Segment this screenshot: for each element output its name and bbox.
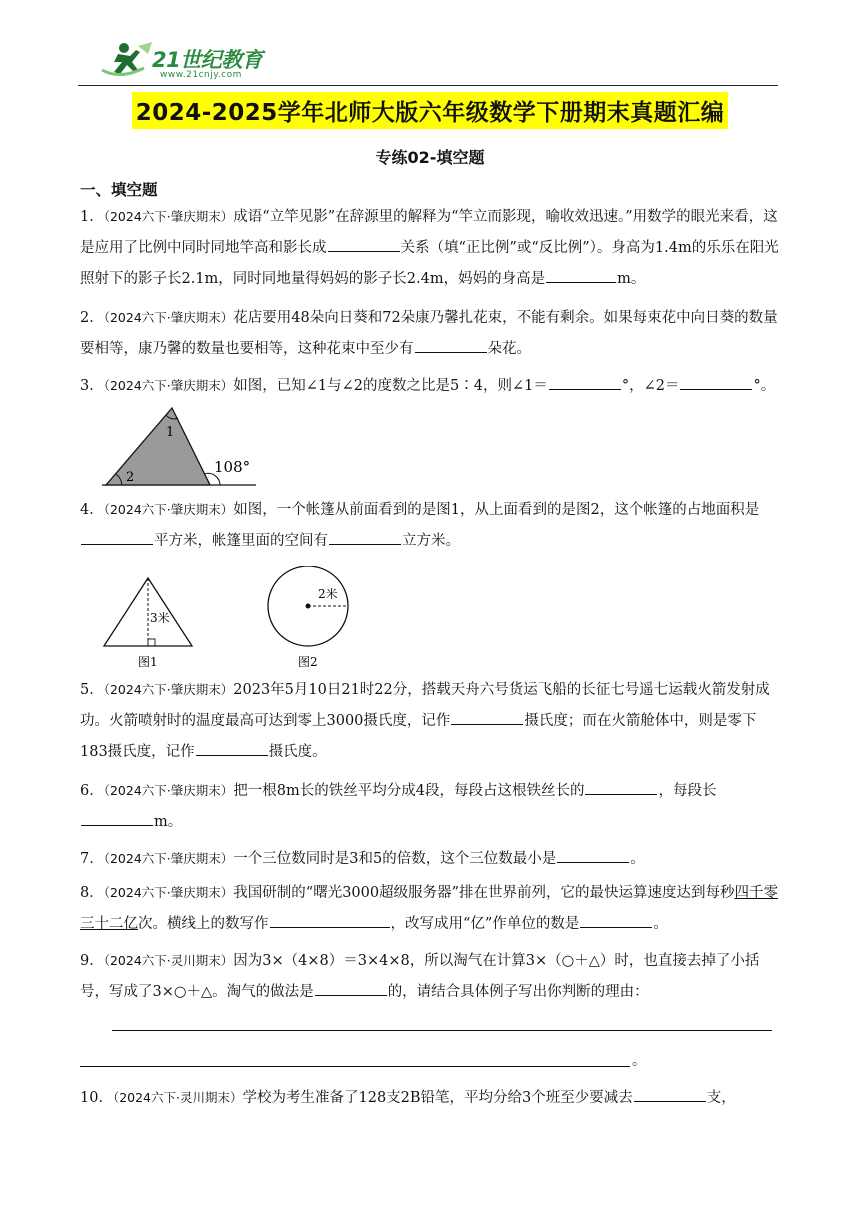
- question-text: 。: [630, 851, 645, 867]
- question-number: 5．: [80, 682, 104, 698]
- question-5: [80, 674, 782, 768]
- question-number: 7．: [80, 851, 104, 867]
- question-7: [80, 843, 782, 875]
- question-source: （2024六下·肇庆期末）: [103, 310, 234, 325]
- question-source: （2024六下·肇庆期末）: [103, 885, 234, 900]
- question-text: 因为3×（4×8）＝3×4×8，所以淘气在计算3×（○＋△）时，也直接去掉了小括号，写成了3×○＋△。淘气的做法是: [80, 953, 760, 1000]
- reason-answer-line[interactable]: [112, 1030, 772, 1031]
- question-text: 平方米，帐篷里面的空间有: [154, 533, 328, 549]
- question-9: [80, 945, 782, 1008]
- answer-blank[interactable]: [328, 235, 400, 252]
- answer-blank[interactable]: [549, 373, 621, 390]
- question-6: [80, 775, 782, 838]
- logo-text: 21世纪教育: [152, 48, 263, 72]
- question-text: °。: [753, 378, 776, 394]
- section-heading: 一、填空题: [80, 181, 158, 199]
- answer-blank[interactable]: [329, 528, 401, 545]
- reason-answer-line-2[interactable]: [80, 1066, 630, 1067]
- question-2: [80, 302, 782, 365]
- answer-blank[interactable]: [81, 528, 153, 545]
- answer-blank[interactable]: [585, 778, 657, 795]
- page-title: 2024-2025学年北师大版六年级数学下册期末真题汇编: [132, 92, 729, 129]
- reason-end-mark: 。: [632, 1053, 647, 1069]
- question-text: 摄氏度。: [268, 744, 327, 760]
- question-text: 朵花。: [487, 341, 531, 357]
- question-number: 2．: [80, 310, 104, 326]
- page-header: [100, 38, 780, 86]
- answer-blank[interactable]: [315, 979, 387, 996]
- answer-blank[interactable]: [81, 809, 153, 826]
- question-text: 关系（填“正比例”或“反比例”）。身高为1.4m的乐乐在阳光照射下的影子长2.1m，同时同地量得妈妈的影子长2.4m，妈妈的身高是: [80, 240, 779, 287]
- question-text: 成语“立竿见影”在辞源里的解释为“竿立而影现，喻收效迅速。”用数学的眼光来看，这是应用了比例中同时同地竿高和影长成: [80, 209, 778, 256]
- answer-blank[interactable]: [415, 336, 487, 353]
- answer-blank[interactable]: [580, 911, 652, 928]
- question-text: 我国研制的“曙光3000超级服务器”排在世界前列，它的最快运算速度达到每秒: [233, 885, 735, 901]
- question-10: [80, 1082, 782, 1114]
- tent-top-view-figure: [262, 566, 358, 670]
- page-title-wrap: [0, 92, 860, 129]
- question-number: 10．: [80, 1090, 113, 1106]
- question-text: °，∠2＝: [621, 378, 680, 394]
- answer-blank[interactable]: [546, 266, 616, 283]
- figure-1-caption: 图1: [138, 655, 158, 669]
- question-text: ，每段长: [658, 783, 717, 799]
- answer-blank[interactable]: [451, 708, 523, 725]
- question-number: 1．: [80, 209, 104, 225]
- question-text: 如图，一个帐篷从前面看到的是图1，从上面看到的是图2，这个帐篷的占地面积是: [233, 502, 760, 518]
- question-3: [80, 370, 782, 402]
- question-text: 支，: [706, 1090, 736, 1106]
- question-1: [80, 201, 782, 295]
- answer-blank[interactable]: [557, 846, 629, 863]
- page-subtitle: 专练02-填空题: [375, 148, 485, 167]
- question-text: 的，请结合具体例子写出你判断的理由：: [387, 984, 649, 1000]
- question-source: （2024六下·肇庆期末）: [103, 851, 234, 866]
- triangle-angle-figure: [100, 404, 260, 488]
- answer-blank[interactable]: [680, 373, 752, 390]
- underlined-number-text: 四千零三十二亿: [80, 885, 779, 932]
- question-number: 3．: [80, 378, 104, 394]
- header-divider: [78, 85, 778, 86]
- radius-label: 2米: [318, 587, 338, 601]
- question-text: m。: [154, 814, 183, 830]
- question-number: 9．: [80, 953, 104, 969]
- answer-blank[interactable]: [634, 1085, 706, 1102]
- logo-url: www.21cnjy.com: [160, 70, 242, 80]
- angle-2-label: 2: [126, 470, 135, 485]
- answer-blank[interactable]: [270, 911, 390, 928]
- question-text: ，改写成用“亿”作单位的数是: [390, 916, 580, 932]
- question-number: 4．: [80, 502, 104, 518]
- answer-blank[interactable]: [196, 739, 268, 756]
- question-text: 立方米。: [402, 533, 460, 549]
- question-source: （2024六下·肇庆期末）: [103, 209, 234, 224]
- question-text: 花店要用48朵向日葵和72朵康乃馨扎花束，不能有剩余。如果每束花中向日葵的数量要相等，康乃馨的数量也要相等，这种花束中至少有: [80, 310, 778, 357]
- figure-2-caption: 图2: [298, 655, 318, 669]
- angle-1-label: 1: [166, 425, 175, 440]
- question-text: 2023年5月10日21时22分，搭载天舟六号货运飞船的长征七号遥七运载火箭发射成功。火箭喷射时的温度最高可达到零上3000摄氏度，记作: [80, 682, 770, 729]
- height-label: 3米: [150, 611, 170, 625]
- question-source: （2024六下·灵川期末）: [112, 1090, 243, 1105]
- question-text: 。: [653, 916, 668, 932]
- question-source: （2024六下·肇庆期末）: [103, 783, 234, 798]
- question-text: 如图，已知∠1与∠2的度数之比是5∶4，则∠1＝: [233, 378, 548, 394]
- question-source: （2024六下·灵川期末）: [103, 953, 234, 968]
- exterior-angle-label: 108°: [214, 458, 251, 476]
- question-number: 8．: [80, 885, 104, 901]
- runner-logo-icon: [100, 40, 156, 84]
- logo: [100, 40, 270, 84]
- question-text: 摄氏度；而在火箭舱体中，则是零下183摄氏度，记作: [80, 713, 757, 760]
- tent-front-view-figure: [100, 574, 196, 670]
- question-source: （2024六下·肇庆期末）: [103, 502, 234, 517]
- question-text: m。: [617, 271, 646, 287]
- question-8: [80, 877, 782, 940]
- question-text: 一个三位数同时是3和5的倍数，这个三位数最小是: [233, 851, 557, 867]
- question-number: 6．: [80, 783, 104, 799]
- question-text: 次。横线上的数写作: [138, 916, 269, 932]
- question-4: [80, 494, 782, 557]
- question-source: （2024六下·肇庆期末）: [103, 378, 234, 393]
- question-text: 学校为考生准备了128支2B铅笔，平均分给3个班至少要减去: [242, 1090, 633, 1106]
- question-text: 把一根8m长的铁丝平均分成4段，每段占这根铁丝长的: [233, 783, 585, 799]
- question-source: （2024六下·肇庆期末）: [103, 682, 234, 697]
